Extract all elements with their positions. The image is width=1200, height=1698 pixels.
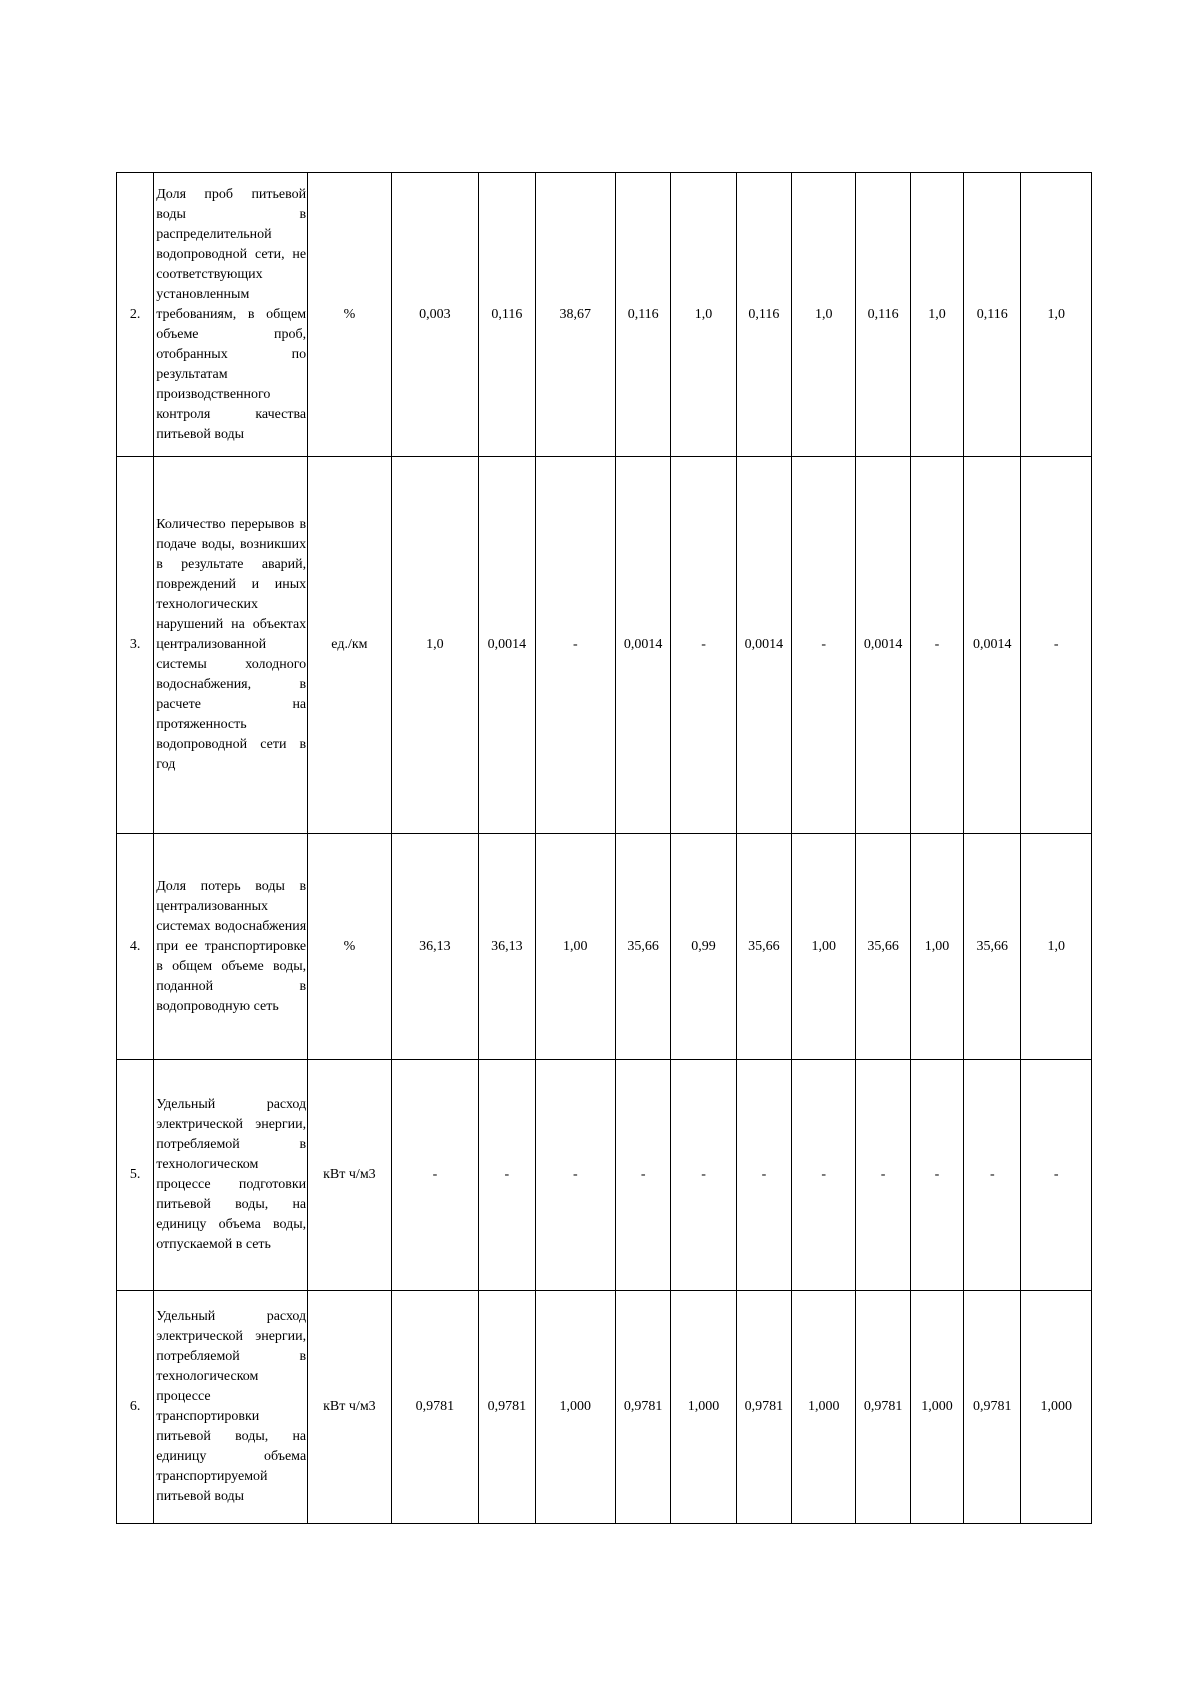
value-cell: 1,0 xyxy=(910,173,963,457)
indicator-name: Доля проб питьевой воды в распределительной водопроводной сети, не соответствующих установленным требованиям, в общем объеме проб, отобранных по результатам производственного контроля качества питьевой воды xyxy=(154,173,308,457)
unit-cell: % xyxy=(308,834,392,1060)
value-cell: 1,0 xyxy=(671,173,736,457)
value-cell: 1,00 xyxy=(910,834,963,1060)
value-cell: - xyxy=(792,457,856,834)
value-cell: - xyxy=(1021,1060,1092,1291)
value-cell: - xyxy=(964,1060,1021,1291)
row-number: 2. xyxy=(117,173,154,457)
value-cell: 0,116 xyxy=(856,173,910,457)
value-cell: - xyxy=(736,1060,791,1291)
table-row xyxy=(117,457,1092,834)
table-row xyxy=(117,1060,1092,1291)
value-cell: 35,66 xyxy=(616,834,671,1060)
value-cell: 0,9781 xyxy=(616,1291,671,1524)
row-number: 4. xyxy=(117,834,154,1060)
value-cell: - xyxy=(671,457,736,834)
value-cell: 1,000 xyxy=(1021,1291,1092,1524)
value-cell: - xyxy=(479,1060,535,1291)
value-cell: 0,9781 xyxy=(479,1291,535,1524)
value-cell: 35,66 xyxy=(856,834,910,1060)
value-cell: 36,13 xyxy=(479,834,535,1060)
value-cell: 0,0014 xyxy=(964,457,1021,834)
table-row xyxy=(117,173,1092,457)
indicator-name: Количество перерывов в подаче воды, возникших в результате аварий, повреждений и иных технологических нарушений на объектах централизованной системы холодного водоснабжения, в расчете на протяженность водопроводной сети в год xyxy=(154,457,308,834)
indicator-name: Доля потерь воды в централизованных системах водоснабжения при ее транспортировке в общем объеме воды, поданной в водопроводную сеть xyxy=(154,834,308,1060)
value-cell: 0,116 xyxy=(736,173,791,457)
value-cell: 1,00 xyxy=(535,834,615,1060)
value-cell: 0,9781 xyxy=(964,1291,1021,1524)
row-number: 6. xyxy=(117,1291,154,1524)
value-cell: 0,0014 xyxy=(479,457,535,834)
value-cell: 0,116 xyxy=(616,173,671,457)
value-cell: 0,116 xyxy=(479,173,535,457)
table-row xyxy=(117,834,1092,1060)
value-cell: 35,66 xyxy=(964,834,1021,1060)
value-cell: - xyxy=(792,1060,856,1291)
unit-cell: ед./км xyxy=(308,457,392,834)
value-cell: 1,00 xyxy=(792,834,856,1060)
value-cell: 1,000 xyxy=(671,1291,736,1524)
value-cell: 0,99 xyxy=(671,834,736,1060)
value-cell: - xyxy=(671,1060,736,1291)
value-cell: 0,9781 xyxy=(391,1291,479,1524)
value-cell: - xyxy=(856,1060,910,1291)
value-cell: - xyxy=(616,1060,671,1291)
value-cell: - xyxy=(391,1060,479,1291)
indicator-name: Удельный расход электрической энергии, потребляемой в технологическом процессе подготовки питьевой воды, на единицу объема воды, отпускаемой в сеть xyxy=(154,1060,308,1291)
value-cell: 0,0014 xyxy=(616,457,671,834)
value-cell: - xyxy=(1021,457,1092,834)
value-cell: 0,003 xyxy=(391,173,479,457)
value-cell: - xyxy=(535,1060,615,1291)
value-cell: 0,9781 xyxy=(736,1291,791,1524)
row-number: 3. xyxy=(117,457,154,834)
value-cell: 38,67 xyxy=(535,173,615,457)
unit-cell: % xyxy=(308,173,392,457)
value-cell: 35,66 xyxy=(736,834,791,1060)
value-cell: 1,0 xyxy=(1021,834,1092,1060)
value-cell: - xyxy=(910,1060,963,1291)
value-cell: - xyxy=(910,457,963,834)
row-number: 5. xyxy=(117,1060,154,1291)
value-cell: 1,0 xyxy=(391,457,479,834)
value-cell: 1,000 xyxy=(535,1291,615,1524)
value-cell: 0,9781 xyxy=(856,1291,910,1524)
indicator-name: Удельный расход электрической энергии, потребляемой в технологическом процессе транспортировки питьевой воды, на единицу объема транспортируемой питьевой воды xyxy=(154,1291,308,1524)
value-cell: - xyxy=(535,457,615,834)
value-cell: 36,13 xyxy=(391,834,479,1060)
unit-cell: кВт ч/м3 xyxy=(308,1060,392,1291)
indicators-table xyxy=(116,172,1092,1524)
value-cell: 1,000 xyxy=(792,1291,856,1524)
value-cell: 0,0014 xyxy=(856,457,910,834)
value-cell: 1,0 xyxy=(1021,173,1092,457)
value-cell: 0,0014 xyxy=(736,457,791,834)
value-cell: 0,116 xyxy=(964,173,1021,457)
table-row xyxy=(117,1291,1092,1524)
value-cell: 1,000 xyxy=(910,1291,963,1524)
unit-cell: кВт ч/м3 xyxy=(308,1291,392,1524)
value-cell: 1,0 xyxy=(792,173,856,457)
